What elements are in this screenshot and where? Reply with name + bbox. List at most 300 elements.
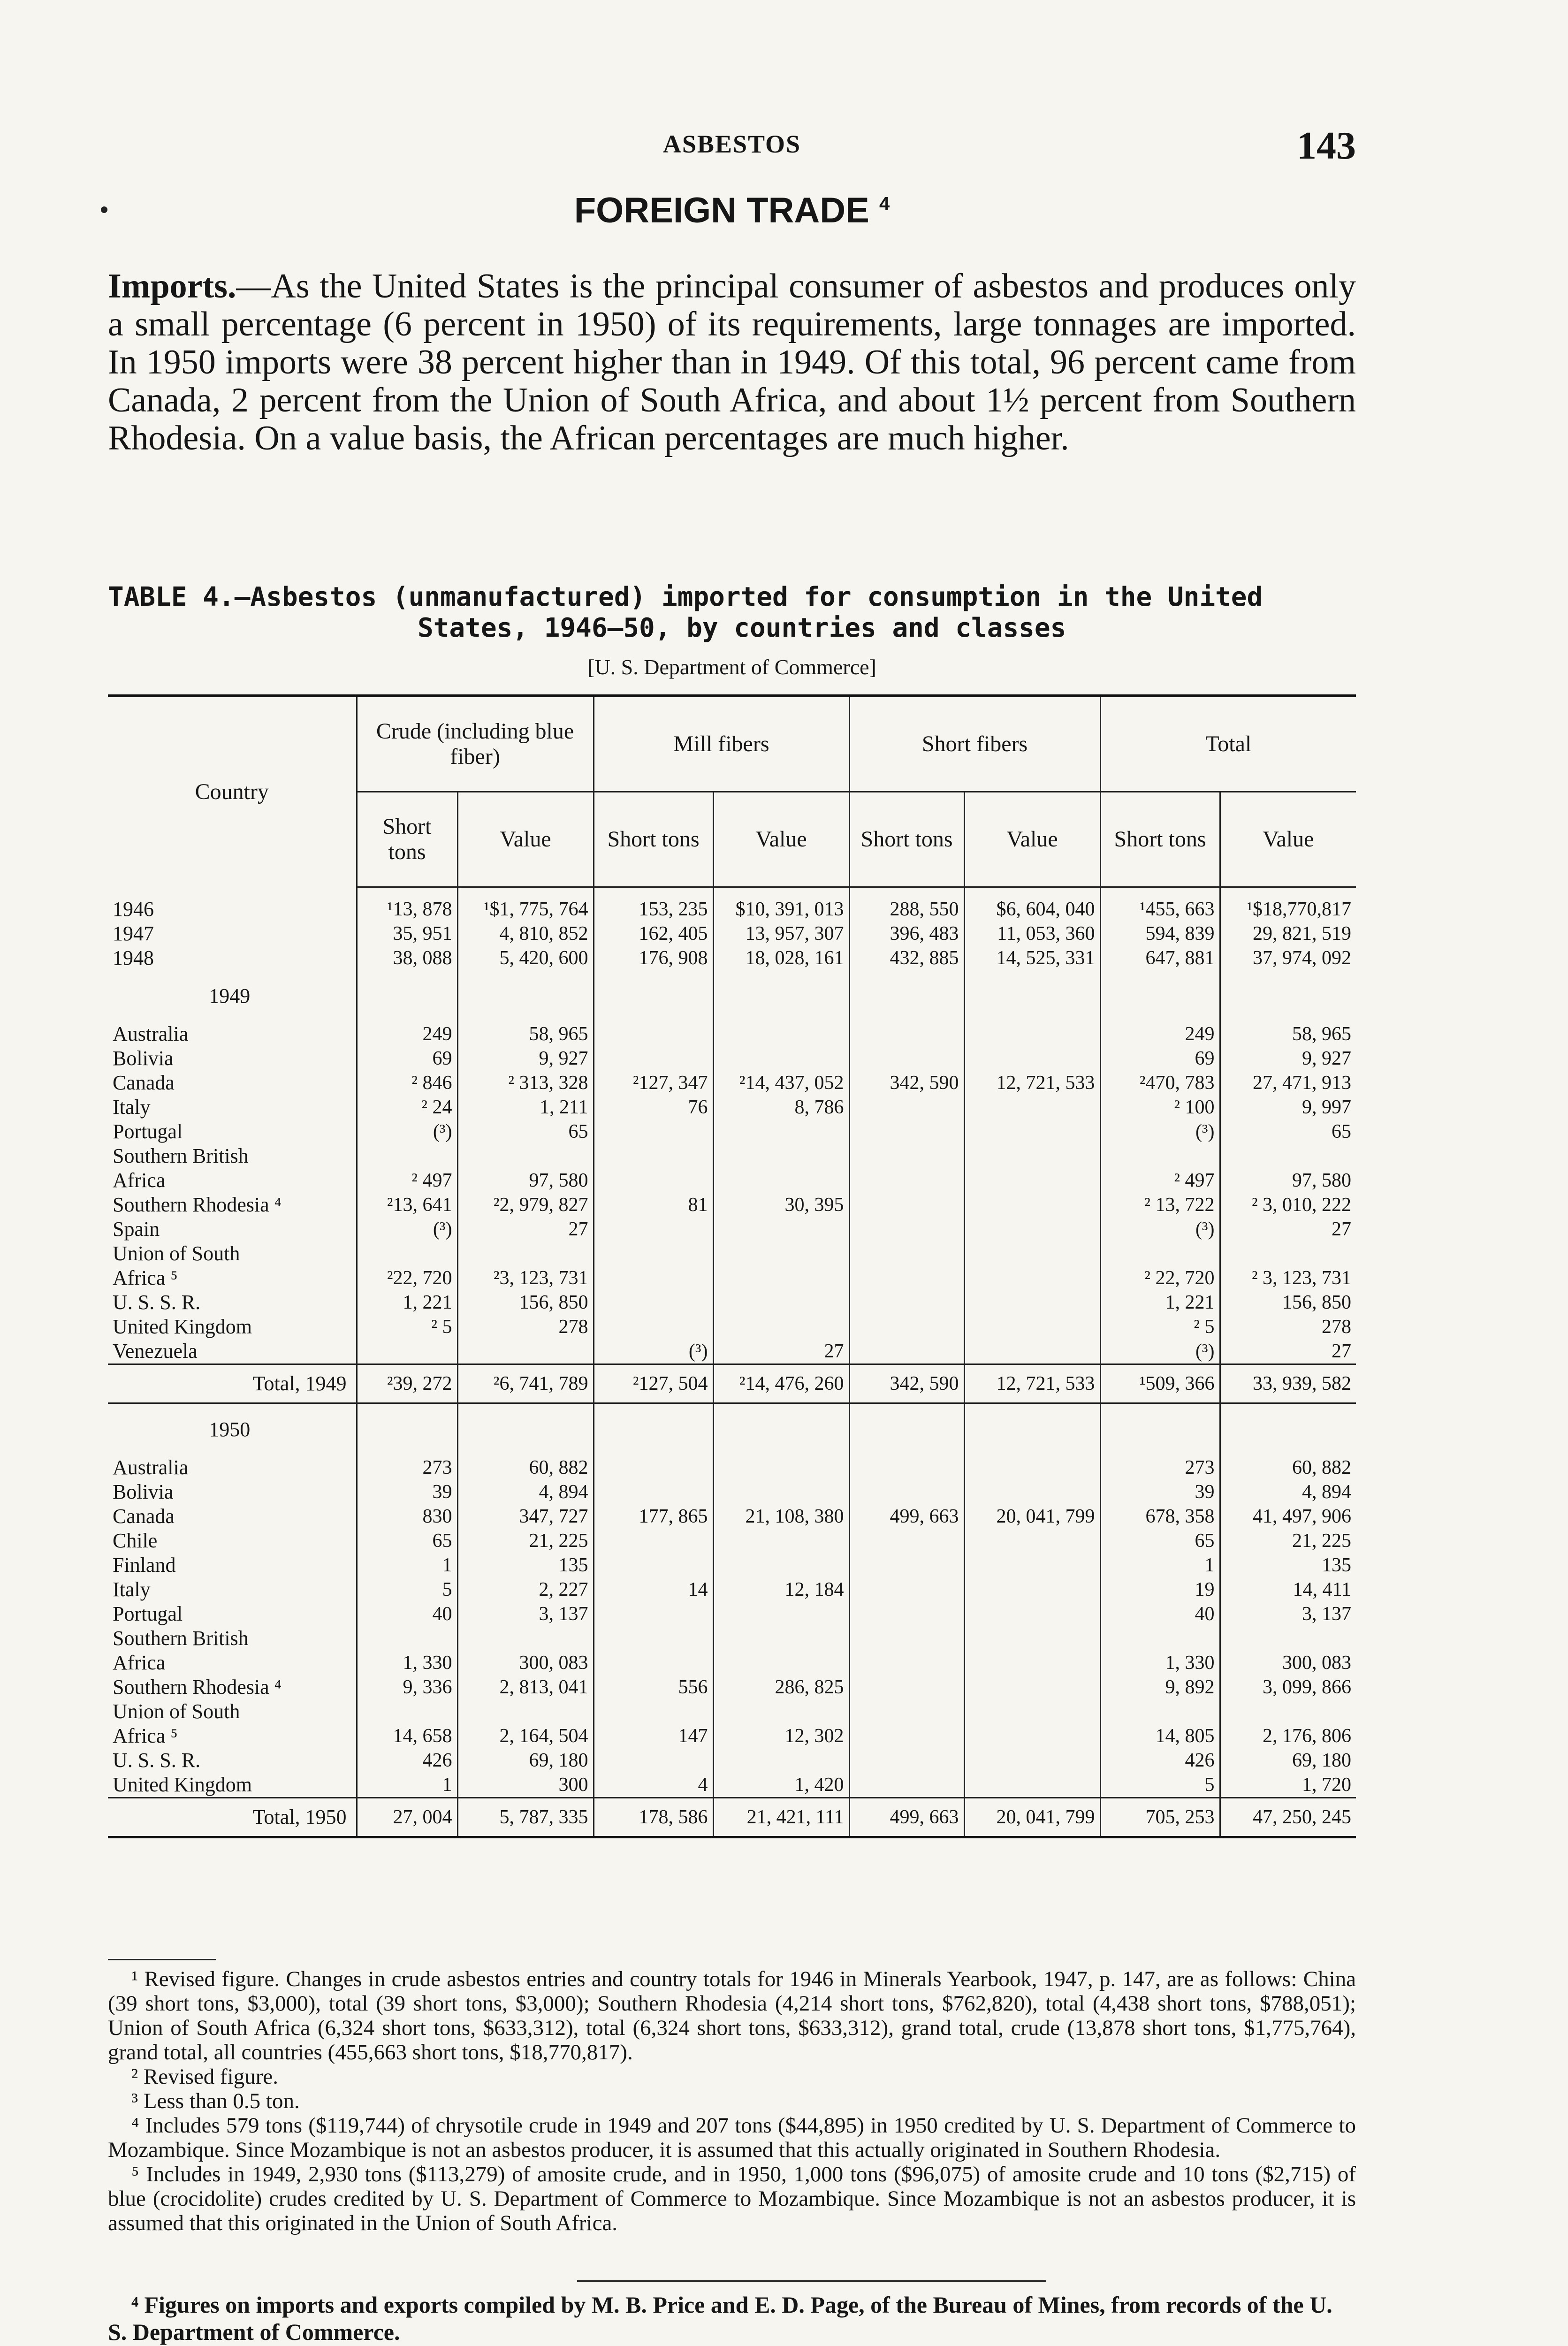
total-row: [108, 1798, 1356, 1837]
value-cell: ² 3, 123, 731: [1220, 1266, 1356, 1290]
short-tons-cell: 69: [1100, 1046, 1220, 1071]
value-cell: [713, 1046, 849, 1071]
value-cell: 27, 471, 913: [1220, 1071, 1356, 1095]
short-tons-cell: ²22, 720: [387, 1267, 452, 1289]
short-tons-cell: [594, 1455, 713, 1480]
short-tons-cell: 5: [442, 1579, 452, 1600]
table-body: [108, 887, 1356, 1837]
empty-cell: [594, 970, 713, 1022]
short-tons-cell: 1: [1100, 1553, 1220, 1577]
short-tons-cell: 432, 885: [849, 946, 964, 970]
short-tons-cell: 40: [1100, 1602, 1220, 1626]
short-tons-cell: [849, 1339, 964, 1364]
value-cell: 4, 810, 852: [457, 922, 594, 946]
short-tons-cell: ² 100: [1100, 1095, 1220, 1120]
short-tons-cell: 81: [594, 1193, 713, 1217]
short-tons-cell: (³): [433, 1121, 452, 1143]
header-short-tons: Short tons: [1100, 792, 1220, 887]
short-tons-cell: [849, 1217, 964, 1242]
short-tons-cell: 40: [432, 1603, 452, 1625]
empty-cell: [849, 1403, 964, 1456]
imports-paragraph: [108, 267, 1356, 457]
table-row: [108, 1577, 1356, 1602]
value-cell: [1220, 1699, 1356, 1724]
table-row: [108, 1529, 1356, 1553]
value-cell: 300: [457, 1773, 594, 1798]
source-note: [108, 2280, 1356, 2346]
short-tons-cell: ² 13, 722: [1100, 1193, 1220, 1217]
value-cell: 278: [457, 1315, 594, 1339]
short-tons-cell: [849, 1046, 964, 1071]
short-tons-cell: 1, 330: [1100, 1651, 1220, 1675]
value-cell: [964, 1699, 1100, 1724]
value-cell: [964, 1046, 1100, 1071]
value-cell: [964, 1217, 1100, 1242]
table-row: [108, 1480, 1356, 1504]
header-value: Value: [1220, 792, 1356, 887]
value-cell: [964, 1626, 1100, 1651]
value-cell: [964, 1724, 1100, 1748]
value-cell: 30, 395: [713, 1193, 849, 1217]
value-cell: 286, 825: [713, 1675, 849, 1699]
value-cell: 47, 250, 245: [1220, 1798, 1356, 1837]
value-cell: [713, 1553, 849, 1577]
table-row: [108, 1504, 1356, 1529]
value-cell: 12, 184: [713, 1577, 849, 1602]
short-tons-cell: [594, 1602, 713, 1626]
short-tons-cell: 1: [442, 1774, 452, 1796]
short-tons-cell: 1, 221: [1100, 1290, 1220, 1315]
value-cell: [713, 1529, 849, 1553]
value-cell: [1220, 1626, 1356, 1651]
value-cell: 21, 225: [1220, 1529, 1356, 1553]
value-cell: 14, 525, 331: [964, 946, 1100, 970]
country-name: United Kingdom: [108, 1315, 357, 1339]
short-tons-cell: [594, 1748, 713, 1773]
value-cell: [713, 1217, 849, 1242]
table-row: [108, 1315, 1356, 1339]
value-cell: 97, 580: [457, 1168, 594, 1193]
header-short-fibers: Short fibers: [849, 696, 1100, 792]
empty-cell: [108, 887, 357, 898]
country-name: Total, 1950: [108, 1798, 357, 1837]
total-row: [108, 1364, 1356, 1403]
source-note-text: ⁴ Figures on imports and exports compiled by M. B. Price and E. D. Page, of the Bureau of Mines, from records of the U. S. Department of Commerce.: [108, 2292, 1332, 2345]
page-number: 143: [1297, 124, 1356, 168]
value-cell: [964, 1748, 1100, 1773]
value-cell: [964, 1168, 1100, 1193]
short-tons-cell: [357, 1242, 457, 1266]
table-row: [108, 1022, 1356, 1046]
short-tons-cell: ² 22, 720: [1100, 1266, 1220, 1290]
value-cell: ² 3, 010, 222: [1220, 1193, 1356, 1217]
short-tons-cell: [849, 1675, 964, 1699]
short-tons-cell: 426: [1100, 1748, 1220, 1773]
value-cell: [713, 1290, 849, 1315]
short-tons-cell: [849, 1699, 964, 1724]
country-name: Southern British: [108, 1144, 357, 1168]
section-title: FOREIGN TRADE: [574, 190, 869, 230]
short-tons-cell: 9, 892: [1100, 1675, 1220, 1699]
country-name: Africa ⁵: [108, 1724, 357, 1748]
value-cell: 20, 041, 799: [964, 1798, 1100, 1837]
header-crude: Crude (including blue fiber): [357, 696, 594, 792]
table-row: [108, 1242, 1356, 1266]
country-name: 1946: [108, 897, 357, 922]
country-name: Union of South: [108, 1699, 357, 1724]
short-tons-cell: [1100, 1144, 1220, 1168]
value-cell: [713, 1315, 849, 1339]
header-value: Value: [713, 792, 849, 887]
short-tons-cell: [594, 1022, 713, 1046]
short-tons-cell: [849, 1748, 964, 1773]
table-title-line2: States, 1946–50, by countries and classes: [418, 613, 1066, 643]
table-title: [108, 582, 1356, 644]
short-tons-cell: 426: [422, 1750, 452, 1771]
short-tons-cell: 39: [432, 1481, 452, 1503]
value-cell: [964, 1480, 1100, 1504]
short-tons-cell: [594, 1120, 713, 1144]
country-name: Southern British: [108, 1626, 357, 1651]
value-cell: 60, 882: [1220, 1455, 1356, 1480]
table-row: [108, 1046, 1356, 1071]
value-cell: [713, 1602, 849, 1626]
short-tons-cell: ²127, 504: [594, 1364, 713, 1403]
value-cell: 65: [1220, 1120, 1356, 1144]
short-tons-cell: 288, 550: [849, 897, 964, 922]
table-row: [108, 1095, 1356, 1120]
value-cell: 1, 420: [713, 1773, 849, 1798]
empty-cell: [457, 970, 594, 1022]
value-cell: 12, 302: [713, 1724, 849, 1748]
value-cell: 33, 939, 582: [1220, 1364, 1356, 1403]
value-cell: 27: [457, 1217, 594, 1242]
short-tons-cell: 396, 483: [849, 922, 964, 946]
short-tons-cell: ² 497: [1100, 1168, 1220, 1193]
table-row: [108, 1071, 1356, 1095]
country-name: United Kingdom: [108, 1773, 357, 1798]
value-cell: [1220, 1144, 1356, 1168]
table-title-line1: TABLE 4.—Asbestos (unmanufactured) imported for consumption in the United: [108, 582, 1263, 612]
value-cell: [457, 1339, 594, 1364]
table-row: [108, 1553, 1356, 1577]
value-cell: 21, 225: [457, 1529, 594, 1553]
short-tons-cell: 342, 590: [849, 1071, 964, 1095]
footnote-4: ⁴ Includes 579 tons ($119,744) of chrysotile crude in 1949 and 207 tons ($44,895) in 1950 credited by U. S. Department of Commerce to Mozambique. Since Mozambique is not an asbestos producer, it is assumed that this actually originated in Southern Rhodesia.: [108, 2113, 1356, 2162]
value-cell: 14, 411: [1220, 1577, 1356, 1602]
short-tons-cell: [849, 1553, 964, 1577]
short-tons-cell: 678, 358: [1100, 1504, 1220, 1529]
value-cell: 9, 997: [1220, 1095, 1356, 1120]
short-tons-cell: ² 5: [431, 1316, 452, 1338]
value-cell: 300, 083: [1220, 1651, 1356, 1675]
short-tons-cell: [357, 1144, 457, 1168]
value-cell: 347, 727: [457, 1504, 594, 1529]
country-name: U. S. S. R.: [108, 1748, 357, 1773]
short-tons-cell: [849, 1529, 964, 1553]
short-tons-cell: [849, 1773, 964, 1798]
value-cell: 2, 176, 806: [1220, 1724, 1356, 1748]
value-cell: [964, 1095, 1100, 1120]
value-cell: 300, 083: [457, 1651, 594, 1675]
value-cell: [457, 1626, 594, 1651]
empty-cell: [1220, 970, 1356, 1022]
country-name: Union of South: [108, 1242, 357, 1266]
value-cell: [713, 1266, 849, 1290]
section-heading: [108, 190, 1356, 231]
value-cell: 3, 137: [1220, 1602, 1356, 1626]
short-tons-cell: ² 5: [1100, 1315, 1220, 1339]
country-name: U. S. S. R.: [108, 1290, 357, 1315]
empty-cell: [457, 887, 594, 898]
footnote-rule: [108, 1959, 216, 1960]
value-cell: 11, 053, 360: [964, 922, 1100, 946]
value-cell: [457, 1699, 594, 1724]
empty-cell: [1220, 1403, 1356, 1456]
short-tons-cell: [849, 1242, 964, 1266]
short-tons-cell: ² 846: [411, 1072, 452, 1094]
table-row: [108, 1144, 1356, 1168]
table-row: [108, 946, 1356, 970]
short-tons-cell: [594, 1699, 713, 1724]
value-cell: [457, 1242, 594, 1266]
short-tons-cell: ¹455, 663: [1100, 897, 1220, 922]
value-cell: ²14, 437, 052: [713, 1071, 849, 1095]
short-tons-cell: 19: [1100, 1577, 1220, 1602]
country-name: Southern Rhodesia ⁴: [108, 1675, 357, 1699]
value-cell: ²2, 979, 827: [457, 1193, 594, 1217]
value-cell: [964, 1339, 1100, 1364]
value-cell: [457, 1144, 594, 1168]
short-tons-cell: 1, 221: [403, 1292, 452, 1313]
table-row: [108, 1675, 1356, 1699]
value-cell: 27: [1220, 1217, 1356, 1242]
value-cell: [713, 1144, 849, 1168]
short-tons-cell: ²39, 272: [357, 1364, 457, 1403]
value-cell: 69, 180: [457, 1748, 594, 1773]
short-tons-cell: [849, 1626, 964, 1651]
table-row: [108, 1626, 1356, 1651]
short-tons-cell: 499, 663: [849, 1504, 964, 1529]
country-name: Portugal: [108, 1602, 357, 1626]
short-tons-cell: 273: [422, 1457, 452, 1478]
table-row: [108, 1455, 1356, 1480]
country-name: Total, 1949: [108, 1364, 357, 1403]
country-name: 1948: [108, 946, 357, 970]
value-cell: 5, 787, 335: [457, 1798, 594, 1837]
value-cell: 21, 108, 380: [713, 1504, 849, 1529]
short-tons-cell: 705, 253: [1100, 1798, 1220, 1837]
country-name: Portugal: [108, 1120, 357, 1144]
table-row: [108, 897, 1356, 922]
short-tons-cell: 594, 839: [1100, 922, 1220, 946]
empty-cell: [1100, 970, 1220, 1022]
value-cell: 8, 786: [713, 1095, 849, 1120]
table-row: [108, 1266, 1356, 1290]
value-cell: 156, 850: [457, 1290, 594, 1315]
short-tons-cell: ²13, 641: [387, 1194, 452, 1216]
value-cell: 4, 894: [457, 1480, 594, 1504]
value-cell: ² 313, 328: [457, 1071, 594, 1095]
empty-cell: [713, 1403, 849, 1456]
country-name: Italy: [108, 1095, 357, 1120]
value-cell: 135: [1220, 1553, 1356, 1577]
value-cell: [713, 1455, 849, 1480]
empty-cell: [594, 887, 713, 898]
value-cell: 13, 957, 307: [713, 922, 849, 946]
short-tons-cell: 14, 805: [1100, 1724, 1220, 1748]
table-row: [108, 1339, 1356, 1364]
short-tons-cell: [594, 1651, 713, 1675]
header-row-groups: [108, 696, 1356, 792]
value-cell: ²6, 741, 789: [457, 1364, 594, 1403]
value-cell: [713, 1022, 849, 1046]
short-tons-cell: [594, 1480, 713, 1504]
country-name: Finland: [108, 1553, 357, 1577]
table-source: [U. S. Department of Commerce]: [587, 655, 876, 679]
short-tons-cell: (³): [1100, 1217, 1220, 1242]
short-tons-cell: 14: [594, 1577, 713, 1602]
short-tons-cell: [594, 1144, 713, 1168]
value-cell: 27: [1220, 1339, 1356, 1364]
header-country: Country: [108, 696, 357, 887]
empty-cell: [964, 970, 1100, 1022]
value-cell: 278: [1220, 1315, 1356, 1339]
short-tons-cell: [594, 1168, 713, 1193]
country-name: Chile: [108, 1529, 357, 1553]
imports-table: [108, 694, 1356, 1838]
footnotes: [108, 1959, 1356, 2235]
country-name: Italy: [108, 1577, 357, 1602]
value-cell: 4, 894: [1220, 1480, 1356, 1504]
short-tons-cell: [594, 1266, 713, 1290]
short-tons-cell: 342, 590: [849, 1364, 964, 1403]
country-name: Australia: [108, 1455, 357, 1480]
year-heading: 1949: [108, 970, 357, 1022]
short-tons-cell: ²127, 347: [594, 1071, 713, 1095]
short-tons-cell: [594, 1046, 713, 1071]
short-tons-cell: [594, 1290, 713, 1315]
value-cell: ²3, 123, 731: [457, 1266, 594, 1290]
value-cell: 2, 227: [457, 1577, 594, 1602]
value-cell: 58, 965: [457, 1022, 594, 1046]
value-cell: [964, 1455, 1100, 1480]
footnote-3: ³ Less than 0.5 ton.: [131, 2089, 300, 2113]
empty-cell: [964, 887, 1100, 898]
short-tons-cell: ² 497: [411, 1170, 452, 1191]
short-tons-cell: 830: [422, 1506, 452, 1527]
short-tons-cell: ¹509, 366: [1100, 1364, 1220, 1403]
short-tons-cell: (³): [433, 1219, 452, 1240]
table-row: [108, 1168, 1356, 1193]
short-tons-cell: [1100, 1626, 1220, 1651]
value-cell: [964, 1773, 1100, 1798]
value-cell: 12, 721, 533: [964, 1364, 1100, 1403]
header-total: Total: [1100, 696, 1356, 792]
short-tons-cell: 9, 336: [403, 1676, 452, 1698]
value-cell: 2, 164, 504: [457, 1724, 594, 1748]
table-row: [108, 1724, 1356, 1748]
bullet-dot-icon: [101, 206, 107, 213]
short-tons-cell: 65: [1100, 1529, 1220, 1553]
short-tons-cell: [849, 1144, 964, 1168]
short-tons-cell: 39: [1100, 1480, 1220, 1504]
value-cell: ²14, 476, 260: [713, 1364, 849, 1403]
value-cell: [964, 1602, 1100, 1626]
country-name: Canada: [108, 1071, 357, 1095]
header-value: Value: [964, 792, 1100, 887]
running-title: ASBESTOS: [662, 130, 801, 158]
country-name: Canada: [108, 1504, 357, 1529]
value-cell: 21, 421, 111: [713, 1798, 849, 1837]
empty-cell: [1220, 887, 1356, 898]
value-cell: [964, 1144, 1100, 1168]
value-cell: 29, 821, 519: [1220, 922, 1356, 946]
short-tons-cell: [594, 1242, 713, 1266]
short-tons-cell: [849, 1651, 964, 1675]
short-tons-cell: 1: [442, 1554, 452, 1576]
value-cell: [964, 1242, 1100, 1266]
empty-cell: [594, 1403, 713, 1456]
value-cell: $10, 391, 013: [713, 897, 849, 922]
table-row: [108, 922, 1356, 946]
country-name: Bolivia: [108, 1480, 357, 1504]
short-tons-cell: 647, 881: [1100, 946, 1220, 970]
short-tons-cell: 249: [422, 1023, 452, 1045]
value-cell: [964, 1651, 1100, 1675]
short-tons-cell: [849, 1577, 964, 1602]
value-cell: [713, 1626, 849, 1651]
country-name: Spain: [108, 1217, 357, 1242]
short-tons-cell: [1100, 1242, 1220, 1266]
spacer-row: [108, 887, 1356, 898]
short-tons-cell: [849, 1168, 964, 1193]
empty-cell: [1100, 1403, 1220, 1456]
empty-cell: [357, 887, 457, 898]
value-cell: 65: [457, 1120, 594, 1144]
country-name: Africa: [108, 1651, 357, 1675]
short-tons-cell: [849, 1095, 964, 1120]
table-row: [108, 1602, 1356, 1626]
short-tons-cell: [849, 1266, 964, 1290]
header-mill: Mill fibers: [594, 696, 849, 792]
short-tons-cell: [849, 1315, 964, 1339]
short-tons-cell: 273: [1100, 1455, 1220, 1480]
table-row: [108, 1699, 1356, 1724]
value-cell: 20, 041, 799: [964, 1504, 1100, 1529]
short-tons-cell: [849, 1022, 964, 1046]
value-cell: [964, 1290, 1100, 1315]
value-cell: 5, 420, 600: [457, 946, 594, 970]
table-row: [108, 1217, 1356, 1242]
short-tons-cell: 162, 405: [594, 922, 713, 946]
value-cell: 97, 580: [1220, 1168, 1356, 1193]
short-tons-cell: (³): [1100, 1339, 1220, 1364]
value-cell: 9, 927: [457, 1046, 594, 1071]
empty-cell: [849, 970, 964, 1022]
value-cell: ¹$18,770,817: [1220, 897, 1356, 922]
paragraph-lead: Imports.: [108, 267, 236, 305]
year-heading: 1950: [108, 1403, 357, 1456]
empty-cell: [357, 970, 457, 1022]
table-row: [108, 1651, 1356, 1675]
short-tons-cell: 5: [1100, 1773, 1220, 1798]
empty-cell: [849, 887, 964, 898]
short-tons-cell: 147: [594, 1724, 713, 1748]
country-name: Southern Rhodesia ⁴: [108, 1193, 357, 1217]
footnote-1: ¹ Revised figure. Changes in crude asbestos entries and country totals for 1946 in Minerals Yearbook, 1947, p. 147, are as follows: China (39 short tons, $3,000), total (39 short tons, $3,000); Southern Rhodesia (4,214 short tons, $762,820), total (4,438 short tons, $788,051); Union of South Africa (6,324 short tons, $633,312), total (6,324 short tons, $633,312), grand total, crude (13,878 short tons, $1,775,764), grand total, all countries (455,663 short tons, $18,770,817).: [108, 1967, 1356, 2064]
empty-cell: [457, 1403, 594, 1456]
